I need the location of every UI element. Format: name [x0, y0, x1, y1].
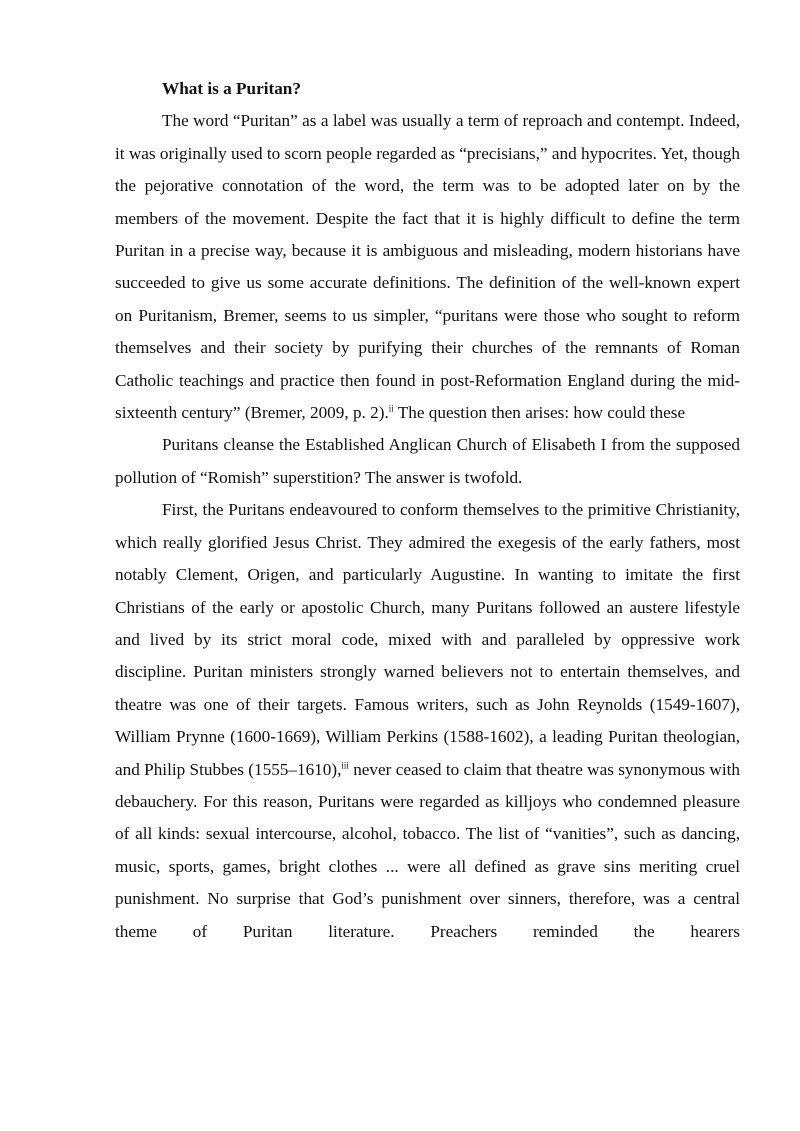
paragraph-text: never ceased to claim that theatre was synonymous with debauchery. For this reason, Puritans were regarded as killjoys who condemned pleasure of all kinds: sexual intercourse, alcohol, tobacco. The list of “vanities”, such as dancing, music, sports, games, bright clothes ... were all defined as grave sins meriting cruel punishment. No surprise that God’s punishment over sinners, therefore, was a central theme of Puritan literature. Preachers reminded the hearers [115, 759, 740, 941]
paragraph-text: First, the Puritans endeavoured to conform themselves to the primitive Christianity, which really glorified Jesus Christ. They admired the exegesis of the early fathers, most notably Clement, Origen, and particularly Augustine. In wanting to imitate the first Christians of the early or apostolic Church, many Puritans followed an austere lifestyle and lived by its strict moral code, mixed with and paralleled by oppressive work discipline. Puritan ministers strongly warned believers not to entertain themselves, and theatre was one of their targets. Famous writers, such as John Reynolds (1549-1607), William Prynne (1600-1669), William Perkins (1588-1602), a leading Puritan theologian, and Philip Stubbes (1555–1610), [115, 500, 740, 779]
paragraph-first-answer [115, 494, 740, 948]
footnote-marker: ii [388, 403, 394, 414]
document-body [115, 73, 740, 948]
paragraph-text: The word “Puritan” as a label was usually a term of reproach and contempt. Indeed, it was originally used to scorn people regarded as “precisians,” and hypocrites. Yet, though the pejorative connotation of the word, the term was to be adopted later on by the members of the movement. Despite the fact that it is highly difficult to define the term Puritan in a precise way, because it is ambiguous and misleading, modern historians have succeeded to give us some accurate definitions. The definition of the well-known expert on Puritanism, Bremer, seems to us simpler, “puritans were those who sought to reform themselves and their society by purifying their churches of the remnants of Roman Catholic teachings and practice then found in post-Reformation England during the mid-sixteenth century” (Bremer, 2009, p. 2). [115, 111, 740, 423]
paragraph-question [115, 429, 740, 494]
footnote-marker: iii [341, 759, 349, 770]
paragraph-text: The question then arises: how could these [393, 403, 686, 423]
section-heading: What is a Puritan? [162, 79, 301, 98]
paragraph-text: Puritans cleanse the Established Anglican Church of Elisabeth I from the supposed pollution of “Romish” superstition? The answer is twofold. [115, 435, 740, 487]
paragraph-definition [115, 105, 740, 429]
